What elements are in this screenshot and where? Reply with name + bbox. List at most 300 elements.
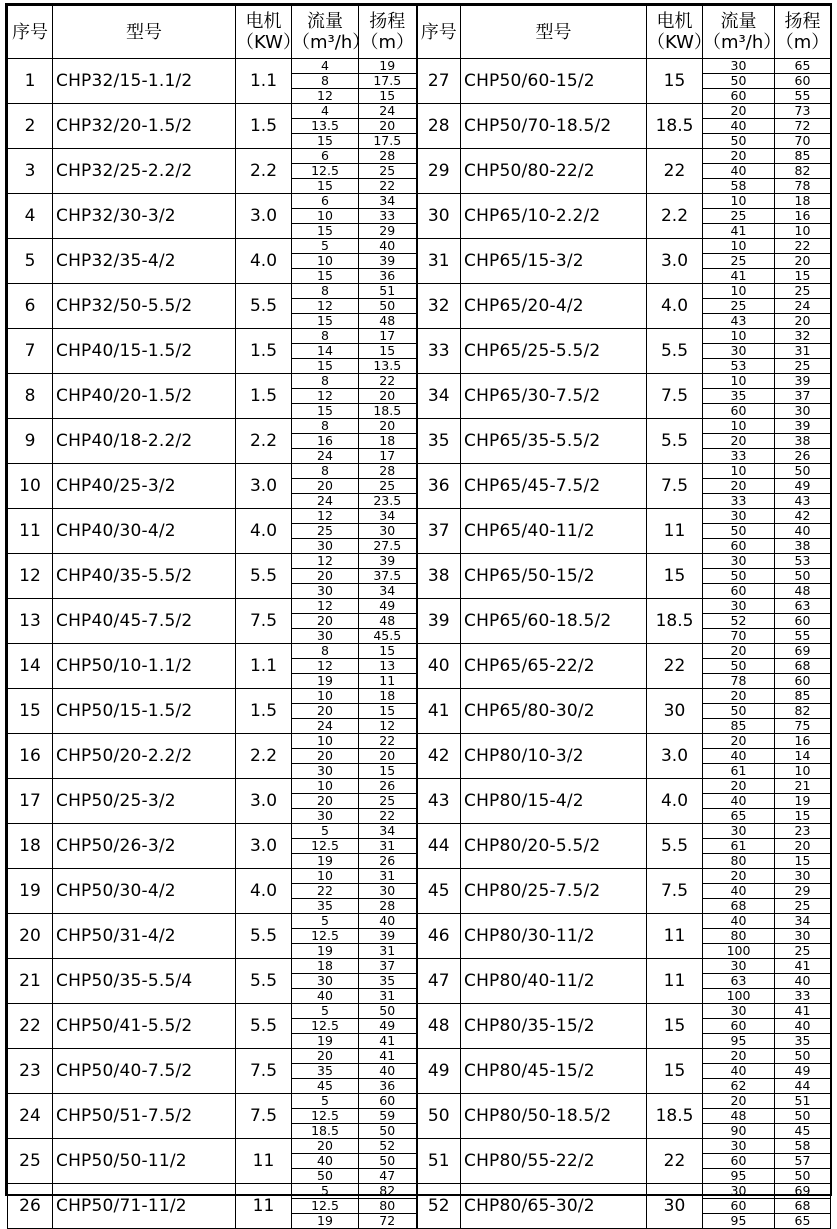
flow-values-stack bbox=[703, 1184, 774, 1228]
head-values-cell bbox=[359, 914, 417, 959]
head-value: 11 bbox=[379, 673, 396, 688]
head-value: 36 bbox=[379, 268, 396, 283]
head-value: 38 bbox=[794, 538, 811, 553]
table-row bbox=[8, 284, 831, 329]
model-cell: CHP80/25-7.5/2 bbox=[461, 869, 647, 914]
flow-value: 19 bbox=[317, 1033, 333, 1048]
head-value: 40 bbox=[359, 914, 416, 929]
table-row bbox=[8, 104, 831, 149]
row-number: 32 bbox=[417, 284, 461, 329]
flow-values-cell bbox=[292, 734, 359, 779]
table-row bbox=[8, 599, 831, 644]
flow-value: 12 bbox=[292, 509, 358, 524]
flow-values-cell bbox=[292, 1004, 359, 1049]
header-flow-left bbox=[292, 6, 371, 59]
flow-value: 19 bbox=[317, 673, 333, 688]
head-values-stack bbox=[775, 284, 830, 328]
flow-values-cell bbox=[703, 329, 775, 374]
motor-kw-cell: 18.5 bbox=[647, 1094, 703, 1139]
flow-values-cell bbox=[292, 59, 359, 104]
flow-value: 15 bbox=[317, 133, 333, 148]
flow-value: 10 bbox=[292, 779, 358, 794]
head-values-stack bbox=[359, 914, 416, 958]
head-values-stack bbox=[775, 1049, 830, 1093]
head-values-cell bbox=[775, 1049, 831, 1094]
flow-values-stack bbox=[703, 734, 774, 778]
head-values-cell bbox=[775, 599, 831, 644]
flow-value: 24 bbox=[317, 448, 333, 463]
flow-value: 50 bbox=[703, 524, 774, 539]
head-value: 50 bbox=[359, 1154, 416, 1169]
head-value: 34 bbox=[359, 824, 416, 839]
head-values-stack bbox=[359, 734, 416, 778]
head-value: 68 bbox=[775, 659, 830, 674]
motor-kw-cell: 30 bbox=[647, 1184, 703, 1229]
head-value: 72 bbox=[379, 1213, 396, 1228]
flow-values-cell bbox=[292, 509, 359, 554]
flow-value: 30 bbox=[317, 583, 333, 598]
head-value: 58 bbox=[775, 1139, 830, 1154]
model-cell: CHP32/35-4/2 bbox=[53, 239, 236, 284]
head-value: 25 bbox=[794, 943, 811, 958]
flow-values-cell bbox=[703, 869, 775, 914]
head-values-stack bbox=[359, 644, 416, 688]
flow-value: 15 bbox=[317, 358, 333, 373]
motor-kw-cell: 1.5 bbox=[236, 104, 292, 149]
row-number: 8 bbox=[8, 374, 53, 419]
head-values-stack bbox=[359, 194, 416, 238]
flow-value: 30 bbox=[317, 763, 333, 778]
head-value: 25 bbox=[359, 164, 416, 179]
header-head-right bbox=[775, 6, 831, 59]
flow-values-cell bbox=[292, 689, 359, 734]
motor-kw-cell: 3.0 bbox=[236, 464, 292, 509]
model-cell: CHP65/25-5.5/2 bbox=[461, 329, 647, 374]
head-value: 34 bbox=[359, 194, 416, 209]
row-number: 51 bbox=[417, 1139, 461, 1184]
header-head-unit: （m） bbox=[775, 32, 830, 53]
motor-kw-cell: 1.5 bbox=[236, 689, 292, 734]
head-value: 60 bbox=[775, 74, 830, 89]
head-value: 31 bbox=[359, 869, 416, 884]
head-values-cell bbox=[359, 869, 417, 914]
flow-value: 25 bbox=[703, 299, 774, 314]
flow-value: 20 bbox=[292, 1139, 358, 1154]
row-number: 31 bbox=[417, 239, 461, 284]
row-number: 48 bbox=[417, 1004, 461, 1049]
head-values-stack bbox=[359, 104, 416, 148]
head-value: 12 bbox=[379, 718, 396, 733]
head-value: 82 bbox=[775, 164, 830, 179]
head-values-cell bbox=[359, 509, 417, 554]
row-number: 25 bbox=[8, 1139, 53, 1184]
flow-value: 24 bbox=[317, 493, 333, 508]
flow-value: 8 bbox=[292, 374, 358, 389]
model-cell: CHP32/25-2.2/2 bbox=[53, 149, 236, 194]
head-value: 39 bbox=[359, 929, 416, 944]
flow-values-cell bbox=[703, 464, 775, 509]
head-values-cell bbox=[359, 464, 417, 509]
flow-values-stack bbox=[703, 464, 774, 508]
flow-value: 20 bbox=[292, 749, 358, 764]
motor-kw-cell: 2.2 bbox=[647, 194, 703, 239]
row-number: 7 bbox=[8, 329, 53, 374]
motor-kw-cell: 2.2 bbox=[236, 149, 292, 194]
motor-kw-cell: 18.5 bbox=[647, 104, 703, 149]
head-value: 49 bbox=[359, 1019, 416, 1034]
head-values-stack bbox=[359, 464, 416, 508]
flow-value: 12 bbox=[292, 599, 358, 614]
model-cell: CHP65/20-4/2 bbox=[461, 284, 647, 329]
header-model-left: 型号 bbox=[53, 6, 236, 59]
head-values-cell bbox=[359, 374, 417, 419]
head-value: 68 bbox=[775, 1199, 830, 1214]
motor-kw-cell: 15 bbox=[647, 1049, 703, 1094]
head-value: 15 bbox=[359, 704, 416, 719]
model-cell: CHP80/15-4/2 bbox=[461, 779, 647, 824]
flow-value: 12 bbox=[317, 88, 333, 103]
flow-value: 30 bbox=[317, 628, 333, 643]
flow-values-cell bbox=[292, 149, 359, 194]
flow-value: 5 bbox=[292, 1004, 358, 1019]
row-number: 14 bbox=[8, 644, 53, 689]
row-number: 35 bbox=[417, 419, 461, 464]
model-cell: CHP40/30-4/2 bbox=[53, 509, 236, 554]
flow-values-stack bbox=[292, 239, 358, 283]
flow-value: 12.5 bbox=[292, 839, 358, 854]
flow-value: 60 bbox=[730, 403, 747, 418]
head-values-stack bbox=[775, 779, 830, 823]
model-cell: CHP50/31-4/2 bbox=[53, 914, 236, 959]
head-value: 18 bbox=[359, 689, 416, 704]
head-values-stack bbox=[359, 959, 416, 1003]
flow-value: 12 bbox=[292, 554, 358, 569]
model-cell: CHP80/65-30/2 bbox=[461, 1184, 647, 1229]
row-number: 29 bbox=[417, 149, 461, 194]
row-number: 18 bbox=[8, 824, 53, 869]
model-cell: CHP50/26-3/2 bbox=[53, 824, 236, 869]
header-flow-unit: （m³/h） bbox=[292, 32, 371, 53]
head-value: 29 bbox=[379, 223, 396, 238]
flow-value: 6 bbox=[292, 194, 358, 209]
head-value: 15 bbox=[794, 808, 811, 823]
head-value: 30 bbox=[775, 929, 830, 944]
model-cell: CHP40/18-2.2/2 bbox=[53, 419, 236, 464]
flow-value: 18.5 bbox=[311, 1123, 339, 1138]
head-value: 19 bbox=[359, 59, 416, 74]
head-value: 22 bbox=[359, 734, 416, 749]
flow-values-stack bbox=[292, 824, 358, 868]
row-number: 16 bbox=[8, 734, 53, 779]
flow-value: 53 bbox=[730, 358, 747, 373]
head-values-stack bbox=[775, 239, 830, 283]
row-number: 4 bbox=[8, 194, 53, 239]
flow-value: 70 bbox=[730, 628, 747, 643]
head-values-cell bbox=[359, 194, 417, 239]
model-cell: CHP65/65-22/2 bbox=[461, 644, 647, 689]
motor-kw-cell: 5.5 bbox=[236, 914, 292, 959]
head-value: 73 bbox=[775, 104, 830, 119]
head-values-cell bbox=[775, 914, 831, 959]
motor-kw-cell: 22 bbox=[647, 1139, 703, 1184]
flow-value: 4 bbox=[292, 104, 358, 119]
flow-value: 35 bbox=[317, 898, 333, 913]
head-values-stack bbox=[775, 869, 830, 913]
head-value: 51 bbox=[359, 284, 416, 299]
head-value: 27.5 bbox=[373, 538, 402, 553]
flow-value: 95 bbox=[730, 1033, 747, 1048]
flow-values-stack bbox=[292, 599, 358, 643]
header-no-right: 序号 bbox=[417, 6, 461, 59]
table-row bbox=[8, 374, 831, 419]
head-values-cell bbox=[775, 734, 831, 779]
head-value: 50 bbox=[359, 299, 416, 314]
flow-value: 20 bbox=[703, 689, 774, 704]
flow-value: 24 bbox=[317, 718, 333, 733]
motor-kw-cell: 5.5 bbox=[647, 824, 703, 869]
row-number: 28 bbox=[417, 104, 461, 149]
flow-value: 52 bbox=[703, 614, 774, 629]
header-head-label: 扬程 bbox=[369, 11, 406, 32]
motor-kw-cell: 11 bbox=[236, 1184, 292, 1229]
model-cell: CHP65/60-18.5/2 bbox=[461, 599, 647, 644]
head-value: 39 bbox=[775, 374, 830, 389]
flow-values-stack bbox=[292, 734, 358, 778]
flow-value: 40 bbox=[703, 914, 774, 929]
head-value: 31 bbox=[379, 943, 396, 958]
model-cell: CHP65/40-11/2 bbox=[461, 509, 647, 554]
flow-values-stack bbox=[703, 284, 774, 328]
model-cell: CHP80/10-3/2 bbox=[461, 734, 647, 779]
head-values-stack bbox=[775, 1139, 830, 1183]
head-value: 10 bbox=[794, 223, 811, 238]
flow-values-stack bbox=[703, 914, 774, 958]
head-value: 23 bbox=[775, 824, 830, 839]
motor-kw-cell: 5.5 bbox=[236, 1004, 292, 1049]
header-flow-label: 流量 bbox=[720, 11, 757, 32]
flow-value: 25 bbox=[703, 254, 774, 269]
head-values-stack bbox=[775, 464, 830, 508]
flow-values-cell bbox=[703, 1184, 775, 1229]
flow-value: 63 bbox=[703, 974, 774, 989]
flow-value: 40 bbox=[703, 1064, 774, 1079]
row-number: 13 bbox=[8, 599, 53, 644]
model-cell: CHP65/45-7.5/2 bbox=[461, 464, 647, 509]
head-values-cell bbox=[359, 329, 417, 374]
header-row bbox=[8, 6, 831, 59]
head-value: 59 bbox=[359, 1109, 416, 1124]
flow-value: 33 bbox=[730, 493, 747, 508]
flow-value: 41 bbox=[730, 223, 747, 238]
flow-values-stack bbox=[292, 869, 358, 913]
head-value: 20 bbox=[359, 119, 416, 134]
flow-values-cell bbox=[703, 509, 775, 554]
flow-values-stack bbox=[703, 1004, 774, 1048]
flow-value: 20 bbox=[703, 644, 774, 659]
row-number: 43 bbox=[417, 779, 461, 824]
head-value: 31 bbox=[775, 344, 830, 359]
head-value: 28 bbox=[379, 898, 396, 913]
row-number: 24 bbox=[8, 1094, 53, 1139]
head-value: 20 bbox=[359, 749, 416, 764]
head-value: 15 bbox=[794, 268, 811, 283]
flow-value: 30 bbox=[703, 599, 774, 614]
header-motor-label: 电机 bbox=[245, 11, 282, 32]
flow-value: 30 bbox=[703, 509, 774, 524]
flow-values-cell bbox=[292, 779, 359, 824]
flow-value: 85 bbox=[730, 718, 747, 733]
flow-value: 12.5 bbox=[292, 929, 358, 944]
row-number: 30 bbox=[417, 194, 461, 239]
row-number: 23 bbox=[8, 1049, 53, 1094]
head-value: 39 bbox=[359, 554, 416, 569]
head-values-stack bbox=[775, 1184, 830, 1228]
head-value: 18.5 bbox=[373, 403, 402, 418]
motor-kw-cell: 4.0 bbox=[647, 284, 703, 329]
table-row bbox=[8, 329, 831, 374]
head-value: 41 bbox=[359, 1049, 416, 1064]
head-values-cell bbox=[775, 1184, 831, 1229]
head-value: 42 bbox=[775, 509, 830, 524]
motor-kw-cell: 1.1 bbox=[236, 644, 292, 689]
head-value: 26 bbox=[794, 448, 811, 463]
table-row bbox=[8, 149, 831, 194]
table-row bbox=[8, 1094, 831, 1139]
head-value: 15 bbox=[379, 88, 396, 103]
flow-value: 8 bbox=[292, 644, 358, 659]
head-value: 13 bbox=[359, 659, 416, 674]
head-value: 37 bbox=[775, 389, 830, 404]
head-value: 50 bbox=[775, 1049, 830, 1064]
head-values-stack bbox=[775, 959, 830, 1003]
motor-kw-cell: 5.5 bbox=[236, 554, 292, 599]
row-number: 11 bbox=[8, 509, 53, 554]
flow-value: 78 bbox=[730, 673, 747, 688]
flow-values-stack bbox=[703, 104, 774, 148]
flow-value: 20 bbox=[703, 779, 774, 794]
motor-kw-cell: 11 bbox=[236, 1139, 292, 1184]
head-value: 50 bbox=[775, 464, 830, 479]
flow-value: 18 bbox=[292, 959, 358, 974]
head-value: 65 bbox=[794, 1213, 811, 1228]
flow-value: 15 bbox=[317, 223, 333, 238]
head-value: 85 bbox=[775, 149, 830, 164]
motor-kw-cell: 5.5 bbox=[647, 329, 703, 374]
table-row bbox=[8, 419, 831, 464]
row-number: 6 bbox=[8, 284, 53, 329]
row-number: 19 bbox=[8, 869, 53, 914]
motor-kw-cell: 30 bbox=[647, 689, 703, 734]
flow-value: 20 bbox=[703, 104, 774, 119]
flow-values-cell bbox=[292, 959, 359, 1004]
flow-value: 20 bbox=[703, 1049, 774, 1064]
model-cell: CHP50/70-18.5/2 bbox=[461, 104, 647, 149]
flow-value: 40 bbox=[703, 119, 774, 134]
table-row bbox=[8, 869, 831, 914]
model-cell: CHP40/35-5.5/2 bbox=[53, 554, 236, 599]
head-value: 70 bbox=[794, 133, 811, 148]
flow-value: 62 bbox=[730, 1078, 747, 1093]
flow-value: 40 bbox=[292, 1154, 358, 1169]
head-value: 60 bbox=[359, 1094, 416, 1109]
flow-value: 20 bbox=[703, 479, 774, 494]
header-flow-right bbox=[703, 6, 782, 59]
model-cell: CHP40/20-1.5/2 bbox=[53, 374, 236, 419]
flow-value: 5 bbox=[292, 239, 358, 254]
row-number: 36 bbox=[417, 464, 461, 509]
flow-value: 10 bbox=[703, 284, 774, 299]
spec-table-frame bbox=[5, 3, 832, 1228]
head-values-stack bbox=[775, 149, 830, 193]
head-values-cell bbox=[775, 509, 831, 554]
flow-value: 30 bbox=[317, 808, 333, 823]
head-value: 29 bbox=[775, 884, 830, 899]
flow-values-stack bbox=[703, 1049, 774, 1093]
flow-value: 15 bbox=[317, 268, 333, 283]
head-value: 75 bbox=[794, 718, 811, 733]
flow-value: 58 bbox=[730, 178, 747, 193]
flow-value: 10 bbox=[703, 194, 774, 209]
head-values-stack bbox=[359, 1139, 416, 1183]
head-value: 21 bbox=[775, 779, 830, 794]
flow-value: 35 bbox=[703, 389, 774, 404]
head-values-cell bbox=[359, 689, 417, 734]
flow-values-stack bbox=[703, 869, 774, 913]
head-values-cell bbox=[775, 824, 831, 869]
flow-value: 100 bbox=[726, 988, 751, 1003]
flow-values-cell bbox=[292, 644, 359, 689]
head-values-cell bbox=[775, 1004, 831, 1049]
flow-value: 20 bbox=[292, 569, 358, 584]
flow-value: 40 bbox=[317, 988, 333, 1003]
table-row bbox=[8, 959, 831, 1004]
motor-kw-cell: 22 bbox=[647, 149, 703, 194]
head-value: 49 bbox=[359, 599, 416, 614]
head-values-cell bbox=[359, 59, 417, 104]
flow-values-cell bbox=[703, 1139, 775, 1184]
model-cell: CHP65/30-7.5/2 bbox=[461, 374, 647, 419]
flow-values-stack bbox=[292, 149, 358, 193]
head-value: 78 bbox=[794, 178, 811, 193]
motor-kw-cell: 7.5 bbox=[647, 374, 703, 419]
flow-value: 35 bbox=[292, 1064, 358, 1079]
flow-value: 20 bbox=[292, 1049, 358, 1064]
head-values-stack bbox=[359, 1094, 416, 1138]
table-row bbox=[8, 509, 831, 554]
flow-values-stack bbox=[292, 509, 358, 553]
row-number: 26 bbox=[8, 1184, 53, 1229]
model-cell: CHP50/41-5.5/2 bbox=[53, 1004, 236, 1049]
motor-kw-cell: 4.0 bbox=[236, 239, 292, 284]
head-values-stack bbox=[359, 284, 416, 328]
flow-values-stack bbox=[292, 689, 358, 733]
head-values-stack bbox=[359, 509, 416, 553]
flow-value: 6 bbox=[292, 149, 358, 164]
head-values-stack bbox=[359, 419, 416, 463]
head-values-stack bbox=[775, 689, 830, 733]
flow-value: 30 bbox=[317, 538, 333, 553]
flow-values-cell bbox=[292, 914, 359, 959]
motor-kw-cell: 3.0 bbox=[236, 779, 292, 824]
head-values-stack bbox=[359, 374, 416, 418]
head-values-cell bbox=[775, 329, 831, 374]
flow-values-stack bbox=[292, 194, 358, 238]
flow-values-stack bbox=[703, 779, 774, 823]
motor-kw-cell: 7.5 bbox=[647, 869, 703, 914]
row-number: 5 bbox=[8, 239, 53, 284]
head-value: 22 bbox=[379, 178, 396, 193]
model-cell: CHP65/15-3/2 bbox=[461, 239, 647, 284]
